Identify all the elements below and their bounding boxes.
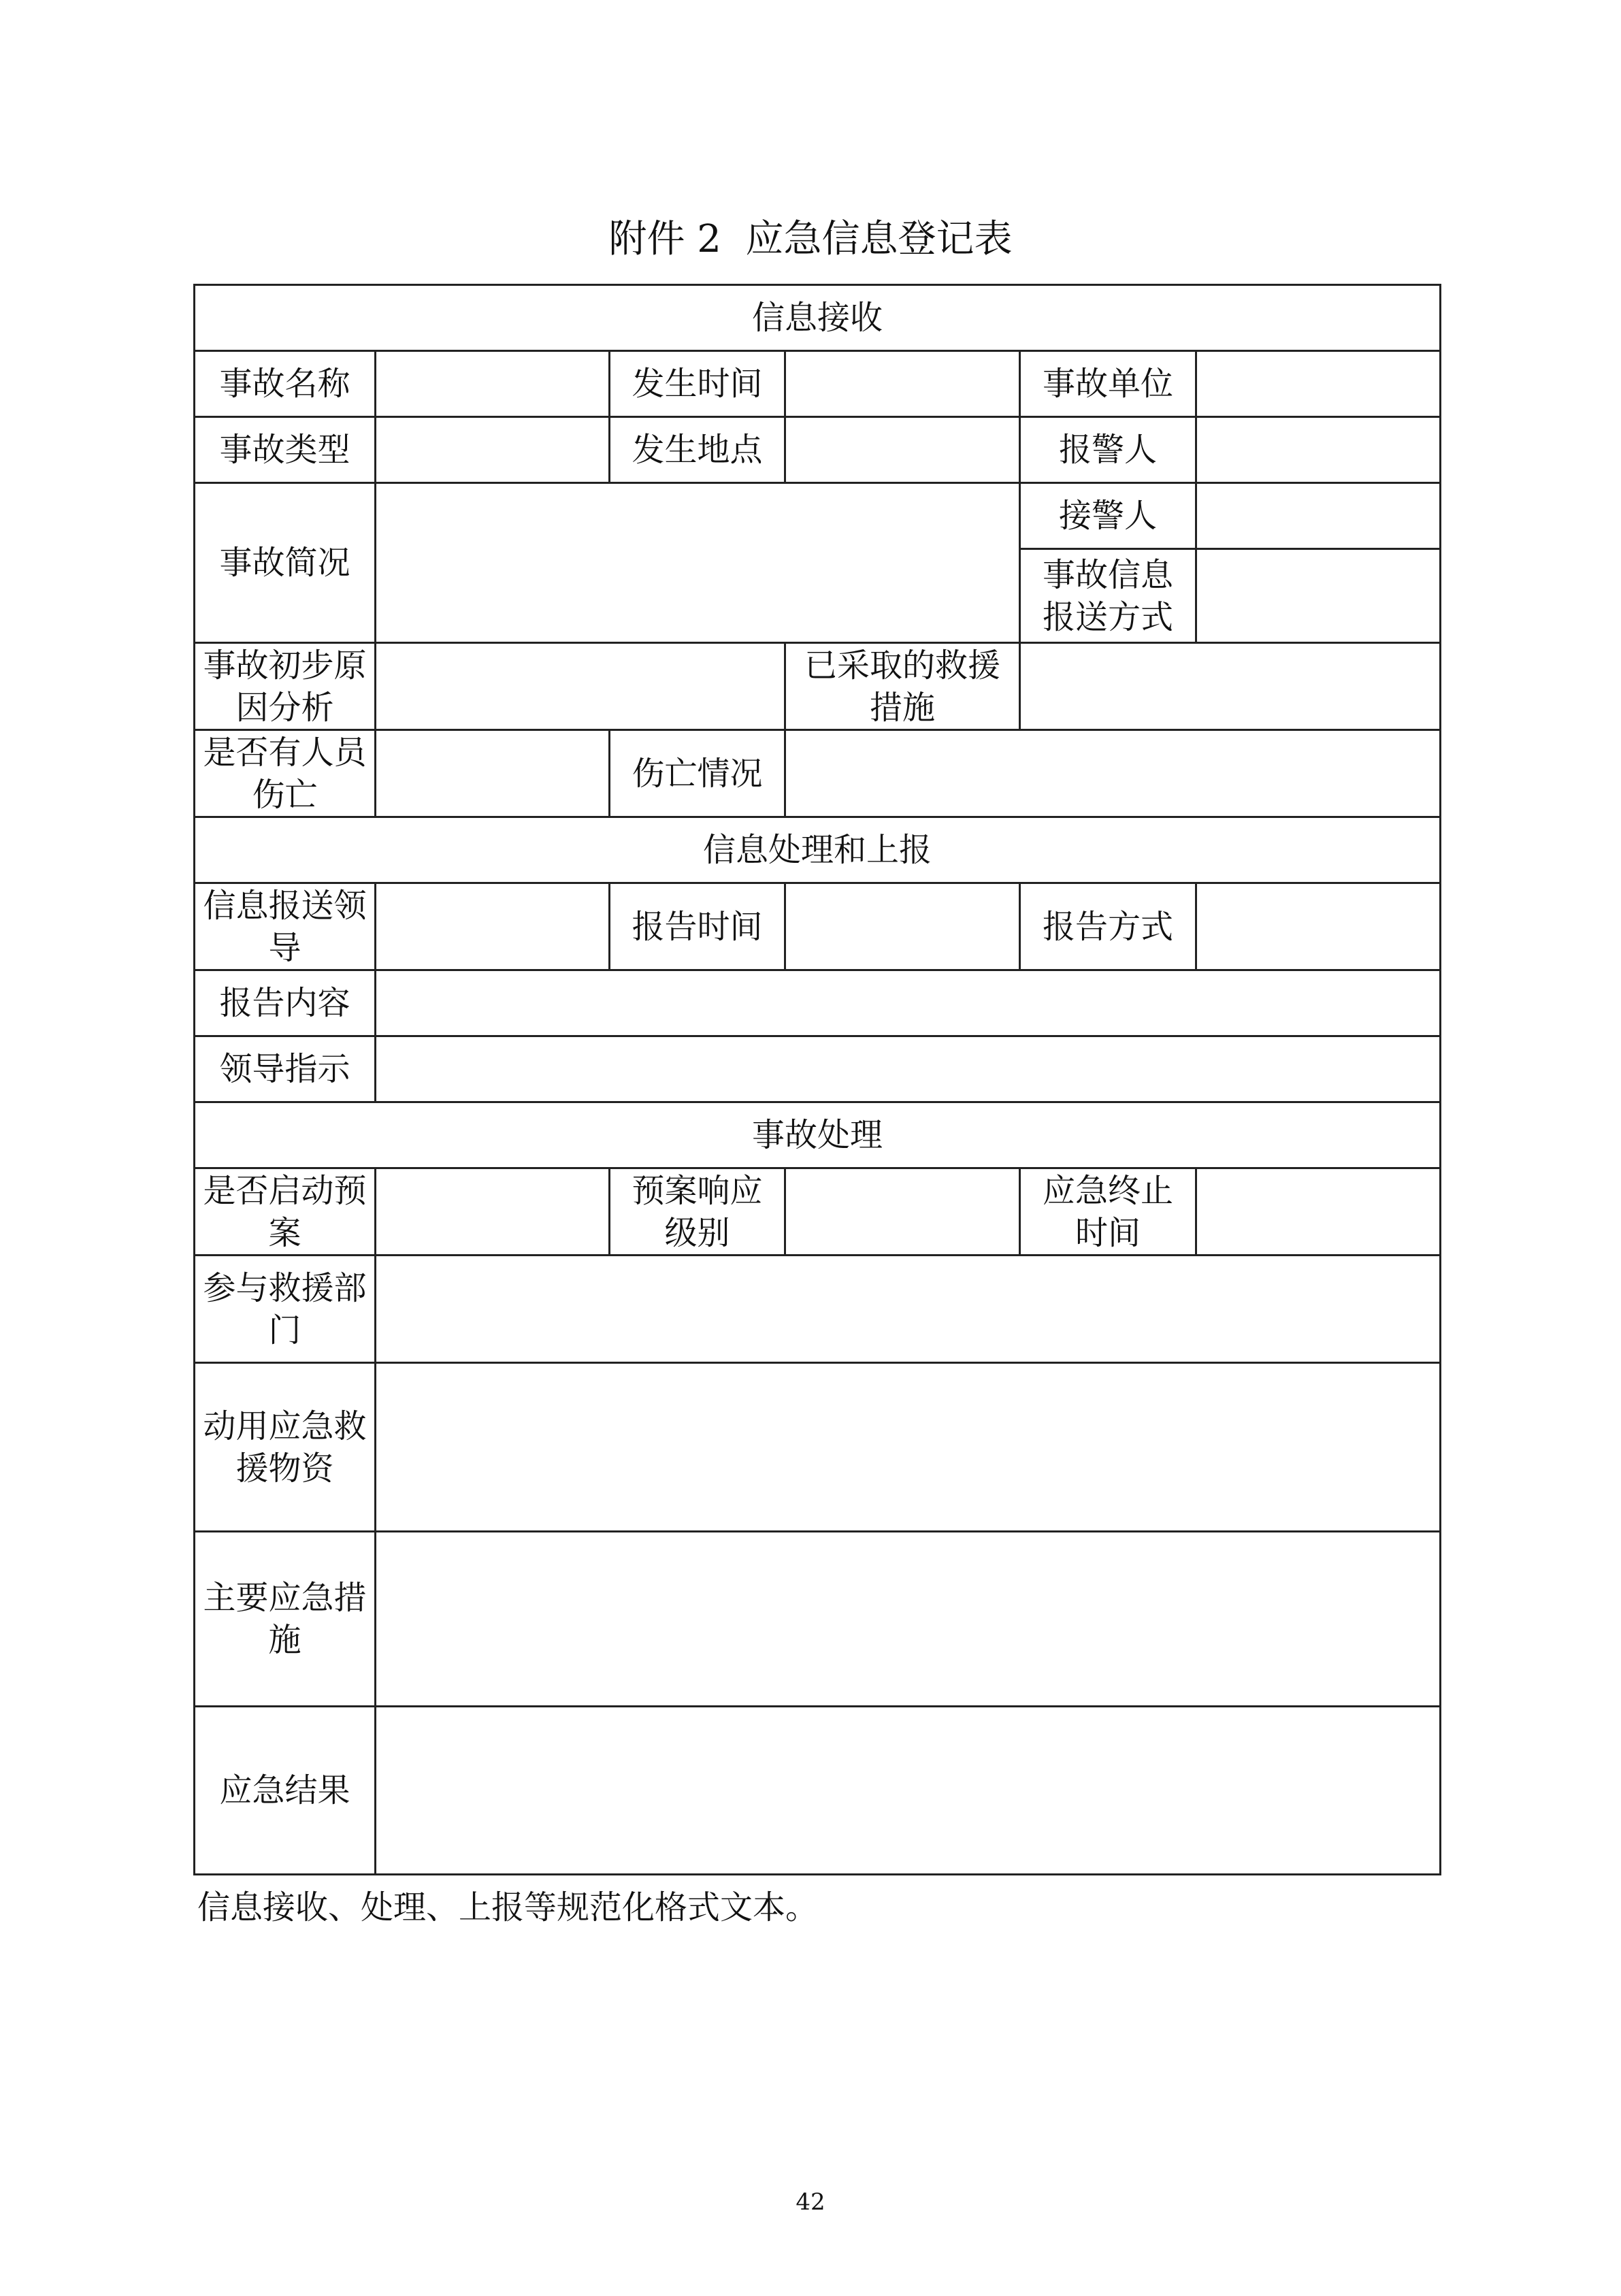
field-accident-name[interactable] xyxy=(376,351,610,417)
footnote: 信息接收、处理、上报等规范化格式文本。 xyxy=(197,1888,819,1926)
field-materials[interactable] xyxy=(376,1363,1441,1532)
field-rescue-depts[interactable] xyxy=(376,1256,1441,1363)
label-measures-taken: 已采取的救援措施 xyxy=(785,643,1020,730)
label-result: 应急结果 xyxy=(195,1707,376,1875)
field-response-level[interactable] xyxy=(785,1168,1020,1256)
label-main-measures: 主要应急措施 xyxy=(195,1532,376,1707)
section-heading-report: 信息处理和上报 xyxy=(195,817,1441,883)
field-report-mode[interactable] xyxy=(1196,883,1441,970)
label-report-time: 报告时间 xyxy=(610,883,785,970)
section-heading-handle: 事故处理 xyxy=(195,1102,1441,1168)
label-casualties-question: 是否有人员伤亡 xyxy=(195,730,376,817)
label-materials: 动用应急救援物资 xyxy=(195,1363,376,1532)
field-result[interactable] xyxy=(376,1707,1441,1875)
field-report-content[interactable] xyxy=(376,970,1441,1036)
label-accident-type: 事故类型 xyxy=(195,417,376,483)
field-summary[interactable] xyxy=(376,483,1020,643)
field-plan-started[interactable] xyxy=(376,1168,610,1256)
label-receiver: 接警人 xyxy=(1020,483,1196,549)
field-casualties-question[interactable] xyxy=(376,730,610,817)
label-leader: 信息报送领导 xyxy=(195,883,376,970)
label-report-mode: 报告方式 xyxy=(1020,883,1196,970)
field-occur-time[interactable] xyxy=(785,351,1020,417)
registration-form xyxy=(193,284,1441,1875)
section-heading-receive: 信息接收 xyxy=(195,285,1441,351)
label-accident-name: 事故名称 xyxy=(195,351,376,417)
field-report-method[interactable] xyxy=(1196,549,1441,643)
field-leader[interactable] xyxy=(376,883,610,970)
field-end-time[interactable] xyxy=(1196,1168,1441,1256)
label-report-content: 报告内容 xyxy=(195,970,376,1036)
field-measures-taken[interactable] xyxy=(1020,643,1441,730)
label-casualty-status: 伤亡情况 xyxy=(610,730,785,817)
label-response-level: 预案响应级别 xyxy=(610,1168,785,1256)
label-end-time: 应急终止时间 xyxy=(1020,1168,1196,1256)
label-reporter: 报警人 xyxy=(1020,417,1196,483)
field-accident-unit[interactable] xyxy=(1196,351,1441,417)
field-report-time[interactable] xyxy=(785,883,1020,970)
field-cause[interactable] xyxy=(376,643,785,730)
field-occur-place[interactable] xyxy=(785,417,1020,483)
field-reporter[interactable] xyxy=(1196,417,1441,483)
field-instruction[interactable] xyxy=(376,1036,1441,1102)
label-accident-unit: 事故单位 xyxy=(1020,351,1196,417)
label-rescue-depts: 参与救援部门 xyxy=(195,1256,376,1363)
label-occur-place: 发生地点 xyxy=(610,417,785,483)
field-main-measures[interactable] xyxy=(376,1532,1441,1707)
label-plan-started: 是否启动预案 xyxy=(195,1168,376,1256)
field-receiver[interactable] xyxy=(1196,483,1441,549)
label-cause: 事故初步原因分析 xyxy=(195,643,376,730)
label-summary: 事故简况 xyxy=(195,483,376,643)
label-report-method: 事故信息报送方式 xyxy=(1020,549,1196,643)
label-instruction: 领导指示 xyxy=(195,1036,376,1102)
page-number: 42 xyxy=(796,2188,825,2216)
label-occur-time: 发生时间 xyxy=(610,351,785,417)
field-casualty-status[interactable] xyxy=(785,730,1441,817)
page-title: 附件 2 应急信息登记表 xyxy=(608,217,1013,261)
field-accident-type[interactable] xyxy=(376,417,610,483)
